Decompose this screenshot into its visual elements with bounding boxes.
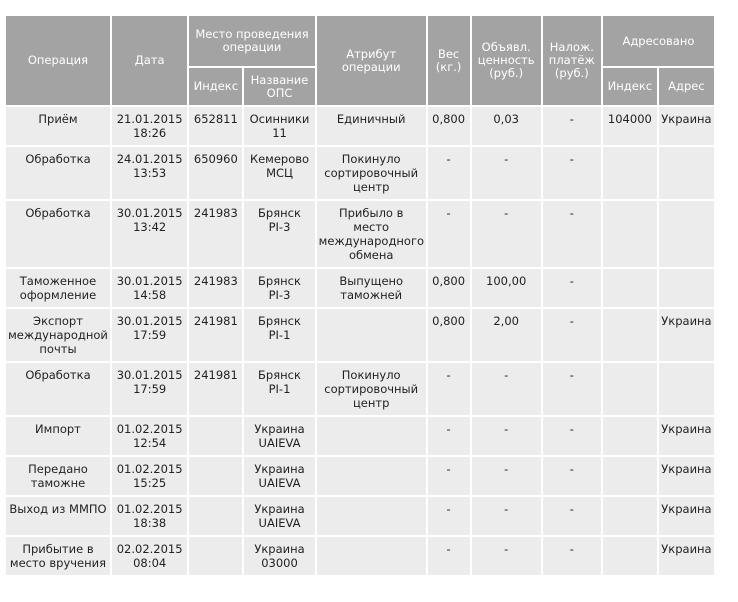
place-name-cell: Украина UAIEVA — [244, 417, 314, 455]
place-index-cell: 652811 — [189, 107, 242, 145]
table-row — [6, 201, 714, 267]
cod-cell: - — [543, 363, 601, 415]
weight-cell: 0,800 — [428, 107, 470, 145]
addr-index-cell: 104000 — [603, 107, 657, 145]
date-cell: 01.02.2015 12:54 — [112, 417, 187, 455]
cod-cell: - — [543, 147, 601, 199]
table-row — [6, 269, 714, 307]
declared-value-cell: 100,00 — [472, 269, 541, 307]
place-name-cell: Украина 03000 — [244, 537, 314, 575]
operation-cell: Прибытие в место вручения — [6, 537, 110, 575]
cod-cell: - — [543, 417, 601, 455]
addr-cell: Украина — [659, 107, 714, 145]
date-cell: 30.01.2015 14:58 — [112, 269, 187, 307]
place-name-cell: Брянск PI-1 — [244, 363, 314, 415]
place-name-cell: Украина UAIEVA — [244, 457, 314, 495]
operation-cell: Выход из ММПО — [6, 497, 110, 535]
place-index-cell — [189, 497, 242, 535]
operation-cell: Таможенное оформление — [6, 269, 110, 307]
place-name-cell: Брянск PI-3 — [244, 201, 314, 267]
addr-cell — [659, 269, 714, 307]
addr-cell: Украина — [659, 537, 714, 575]
operation-cell: Передано таможне — [6, 457, 110, 495]
tracking-table — [4, 14, 716, 577]
addr-index-cell — [603, 537, 657, 575]
place-index-cell: 650960 — [189, 147, 242, 199]
addr-index-cell — [603, 147, 657, 199]
weight-cell: - — [428, 537, 470, 575]
weight-cell: - — [428, 457, 470, 495]
weight-cell: - — [428, 147, 470, 199]
header-addr-index: Индекс — [603, 68, 657, 105]
addr-cell: Украина — [659, 417, 714, 455]
table-row — [6, 417, 714, 455]
place-index-cell — [189, 537, 242, 575]
declared-value-cell: - — [472, 147, 541, 199]
declared-value-cell: - — [472, 537, 541, 575]
table-row — [6, 363, 714, 415]
cod-cell: - — [543, 497, 601, 535]
place-name-cell: Кемерово МСЦ — [244, 147, 314, 199]
cod-cell: - — [543, 457, 601, 495]
operation-cell: Импорт — [6, 417, 110, 455]
place-index-cell: 241983 — [189, 269, 242, 307]
place-index-cell: 241981 — [189, 309, 242, 361]
header-place-index: Индекс — [189, 68, 242, 105]
place-name-cell: Осинники 11 — [244, 107, 314, 145]
header-place: Место проведения операции — [189, 16, 314, 66]
operation-cell: Обработка — [6, 201, 110, 267]
operation-cell: Приём — [6, 107, 110, 145]
declared-value-cell: - — [472, 417, 541, 455]
cod-cell: - — [543, 107, 601, 145]
date-cell: 24.01.2015 13:53 — [112, 147, 187, 199]
addr-index-cell — [603, 417, 657, 455]
declared-value-cell: - — [472, 201, 541, 267]
header-date: Дата — [112, 16, 187, 105]
operation-cell: Обработка — [6, 147, 110, 199]
weight-cell: 0,800 — [428, 309, 470, 361]
header-weight: Вес (кг.) — [428, 16, 470, 105]
attribute-cell — [317, 417, 426, 455]
header-cod: Налож. платёж (руб.) — [543, 16, 601, 105]
date-cell: 01.02.2015 15:25 — [112, 457, 187, 495]
place-index-cell: 241981 — [189, 363, 242, 415]
date-cell: 02.02.2015 08:04 — [112, 537, 187, 575]
header-declared-value: Объявл. ценность (руб.) — [472, 16, 541, 105]
date-cell: 30.01.2015 17:59 — [112, 363, 187, 415]
table-row — [6, 537, 714, 575]
table-row — [6, 457, 714, 495]
table-row — [6, 147, 714, 199]
header-attribute: Атрибут операции — [317, 16, 426, 105]
date-cell: 01.02.2015 18:38 — [112, 497, 187, 535]
place-index-cell — [189, 417, 242, 455]
table-row — [6, 497, 714, 535]
place-index-cell — [189, 457, 242, 495]
declared-value-cell: - — [472, 363, 541, 415]
addr-cell: Украина — [659, 457, 714, 495]
place-name-cell: Брянск PI-1 — [244, 309, 314, 361]
weight-cell: - — [428, 497, 470, 535]
weight-cell: - — [428, 417, 470, 455]
place-name-cell: Украина UAIEVA — [244, 497, 314, 535]
cod-cell: - — [543, 309, 601, 361]
attribute-cell — [317, 497, 426, 535]
addr-index-cell — [603, 363, 657, 415]
attribute-cell — [317, 309, 426, 361]
cod-cell: - — [543, 537, 601, 575]
date-cell: 30.01.2015 17:59 — [112, 309, 187, 361]
date-cell: 30.01.2015 13:42 — [112, 201, 187, 267]
attribute-cell: Выпущено таможней — [317, 269, 426, 307]
header-addressed: Адресовано — [603, 16, 714, 66]
addr-index-cell — [603, 269, 657, 307]
attribute-cell — [317, 537, 426, 575]
addr-cell: Украина — [659, 497, 714, 535]
header-place-name: Название ОПС — [244, 68, 314, 105]
table-row — [6, 107, 714, 145]
attribute-cell: Покинуло сортировочный центр — [317, 363, 426, 415]
weight-cell: 0,800 — [428, 269, 470, 307]
addr-index-cell — [603, 201, 657, 267]
weight-cell: - — [428, 201, 470, 267]
place-name-cell: Брянск PI-3 — [244, 269, 314, 307]
addr-cell — [659, 201, 714, 267]
table-row — [6, 309, 714, 361]
header-addr: Адрес — [659, 68, 714, 105]
weight-cell: - — [428, 363, 470, 415]
attribute-cell: Прибыло в место международного обмена — [317, 201, 426, 267]
addr-index-cell — [603, 457, 657, 495]
addr-cell — [659, 147, 714, 199]
operation-cell: Обработка — [6, 363, 110, 415]
header-operation: Операция — [6, 16, 110, 105]
addr-cell — [659, 363, 714, 415]
declared-value-cell: 0,03 — [472, 107, 541, 145]
declared-value-cell: - — [472, 497, 541, 535]
attribute-cell: Покинуло сортировочный центр — [317, 147, 426, 199]
addr-index-cell — [603, 497, 657, 535]
place-index-cell: 241983 — [189, 201, 242, 267]
cod-cell: - — [543, 269, 601, 307]
date-cell: 21.01.2015 18:26 — [112, 107, 187, 145]
cod-cell: - — [543, 201, 601, 267]
addr-cell: Украина — [659, 309, 714, 361]
operation-cell: Экспорт международной почты — [6, 309, 110, 361]
attribute-cell: Единичный — [317, 107, 426, 145]
addr-index-cell — [603, 309, 657, 361]
attribute-cell — [317, 457, 426, 495]
declared-value-cell: - — [472, 457, 541, 495]
declared-value-cell: 2,00 — [472, 309, 541, 361]
